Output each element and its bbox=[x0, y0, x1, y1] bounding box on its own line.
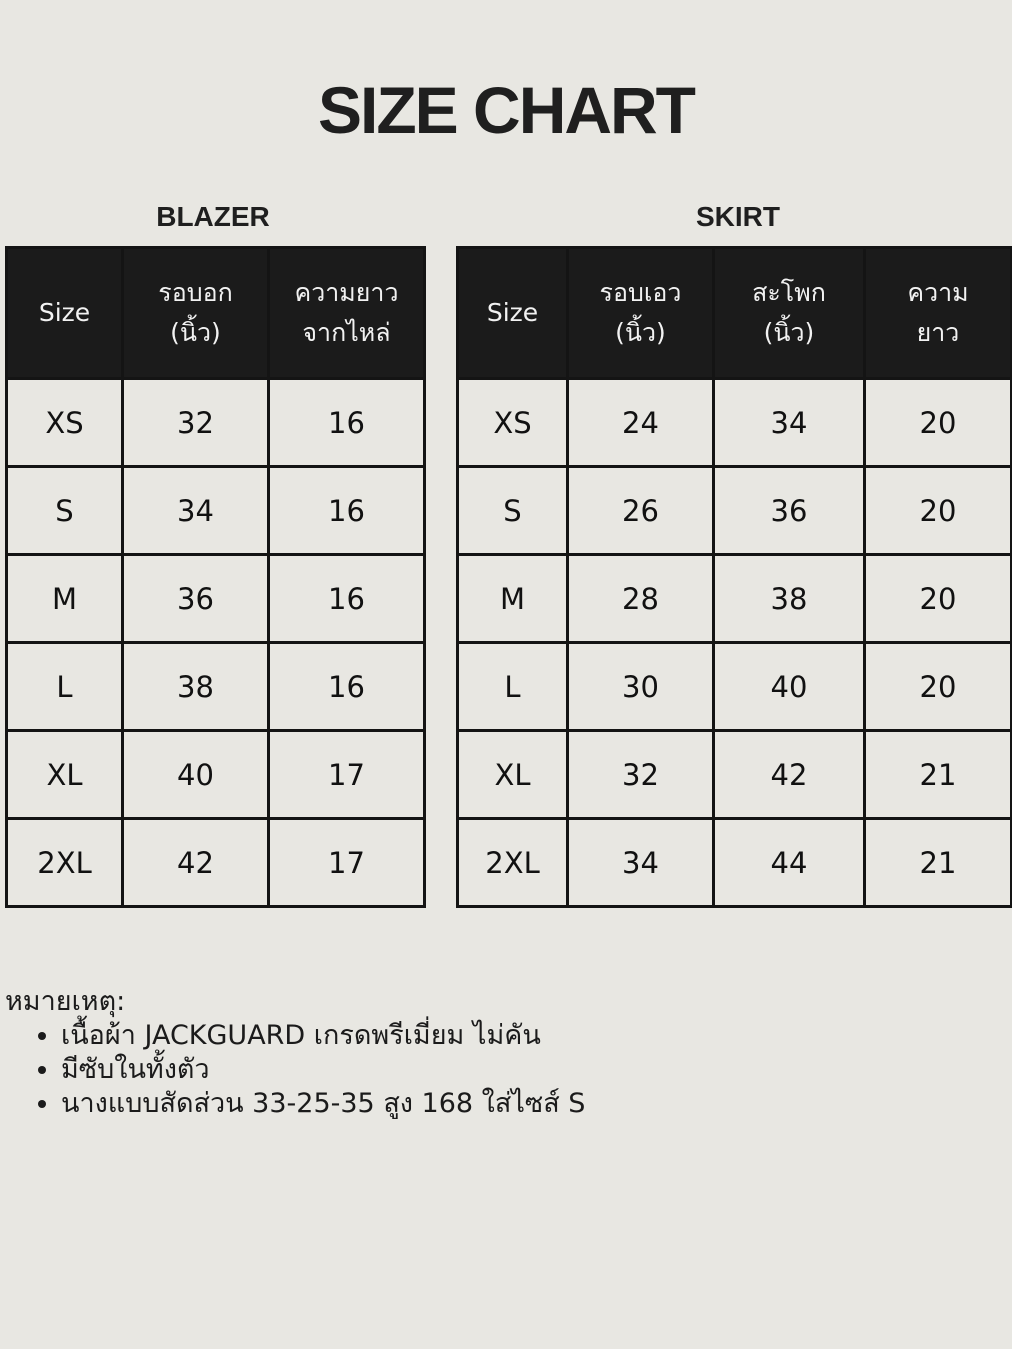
skirt-header-hip: สะโพก (นิ้ว) bbox=[714, 248, 865, 379]
length-cell: 21 bbox=[865, 731, 1012, 819]
waist-cell: 26 bbox=[568, 467, 714, 555]
length-cell: 20 bbox=[865, 555, 1012, 643]
chest-cell: 34 bbox=[123, 467, 269, 555]
size-cell: XS bbox=[7, 379, 123, 467]
table-row bbox=[458, 555, 1012, 643]
hip-cell: 44 bbox=[714, 819, 865, 907]
blazer-size-table bbox=[5, 246, 426, 908]
hip-cell: 34 bbox=[714, 379, 865, 467]
length-cell: 20 bbox=[865, 643, 1012, 731]
skirt-header-waist: รอบเอว (นิ้ว) bbox=[568, 248, 714, 379]
notes-section bbox=[5, 985, 585, 1121]
waist-cell: 34 bbox=[568, 819, 714, 907]
hip-cell: 36 bbox=[714, 467, 865, 555]
table-row bbox=[7, 643, 425, 731]
table-row bbox=[7, 467, 425, 555]
list-item: • นางแบบสัดส่วน 33-25-35 สูง 168 ใส่ไซส์ S bbox=[61, 1087, 585, 1121]
hip-cell: 38 bbox=[714, 555, 865, 643]
size-cell: L bbox=[7, 643, 123, 731]
chest-cell: 36 bbox=[123, 555, 269, 643]
size-cell: S bbox=[7, 467, 123, 555]
waist-cell: 30 bbox=[568, 643, 714, 731]
table-row bbox=[7, 555, 425, 643]
length-cell: 16 bbox=[269, 467, 425, 555]
list-item: • เนื้อผ้า JACKGUARD เกรดพรีเมี่ยม ไม่คัน bbox=[61, 1019, 585, 1053]
skirt-header-row bbox=[458, 248, 1012, 379]
hip-cell: 40 bbox=[714, 643, 865, 731]
length-cell: 17 bbox=[269, 819, 425, 907]
blazer-header-chest: รอบอก (นิ้ว) bbox=[123, 248, 269, 379]
table-row bbox=[458, 819, 1012, 907]
hip-cell: 42 bbox=[714, 731, 865, 819]
length-cell: 16 bbox=[269, 379, 425, 467]
length-cell: 20 bbox=[865, 467, 1012, 555]
page-title: SIZE CHART bbox=[318, 73, 694, 147]
table-row bbox=[458, 731, 1012, 819]
size-cell: 2XL bbox=[7, 819, 123, 907]
table-row bbox=[458, 643, 1012, 731]
table-row bbox=[458, 467, 1012, 555]
length-cell: 20 bbox=[865, 379, 1012, 467]
chest-cell: 38 bbox=[123, 643, 269, 731]
table-row bbox=[458, 379, 1012, 467]
length-cell: 16 bbox=[269, 643, 425, 731]
waist-cell: 24 bbox=[568, 379, 714, 467]
size-cell: XS bbox=[458, 379, 568, 467]
size-cell: 2XL bbox=[458, 819, 568, 907]
size-cell: M bbox=[7, 555, 123, 643]
chest-cell: 40 bbox=[123, 731, 269, 819]
size-cell: XL bbox=[458, 731, 568, 819]
skirt-size-table bbox=[456, 246, 1012, 908]
skirt-header-size: Size bbox=[458, 248, 568, 379]
blazer-header-size: Size bbox=[7, 248, 123, 379]
table-row bbox=[7, 819, 425, 907]
skirt-header-length: ความ ยาว bbox=[865, 248, 1012, 379]
blazer-header-length: ความยาว จากไหล่ bbox=[269, 248, 425, 379]
skirt-title: SKIRT bbox=[696, 201, 780, 232]
size-cell: XL bbox=[7, 731, 123, 819]
blazer-title: BLAZER bbox=[156, 201, 270, 232]
waist-cell: 32 bbox=[568, 731, 714, 819]
chest-cell: 32 bbox=[123, 379, 269, 467]
chest-cell: 42 bbox=[123, 819, 269, 907]
length-cell: 16 bbox=[269, 555, 425, 643]
notes-list bbox=[5, 1019, 585, 1121]
blazer-header-row bbox=[7, 248, 425, 379]
table-row bbox=[7, 731, 425, 819]
size-cell: L bbox=[458, 643, 568, 731]
list-item: • มีซับในทั้งตัว bbox=[61, 1053, 585, 1087]
size-cell: M bbox=[458, 555, 568, 643]
notes-label: หมายเหตุ: bbox=[5, 986, 126, 1017]
table-row bbox=[7, 379, 425, 467]
size-cell: S bbox=[458, 467, 568, 555]
length-cell: 17 bbox=[269, 731, 425, 819]
length-cell: 21 bbox=[865, 819, 1012, 907]
waist-cell: 28 bbox=[568, 555, 714, 643]
